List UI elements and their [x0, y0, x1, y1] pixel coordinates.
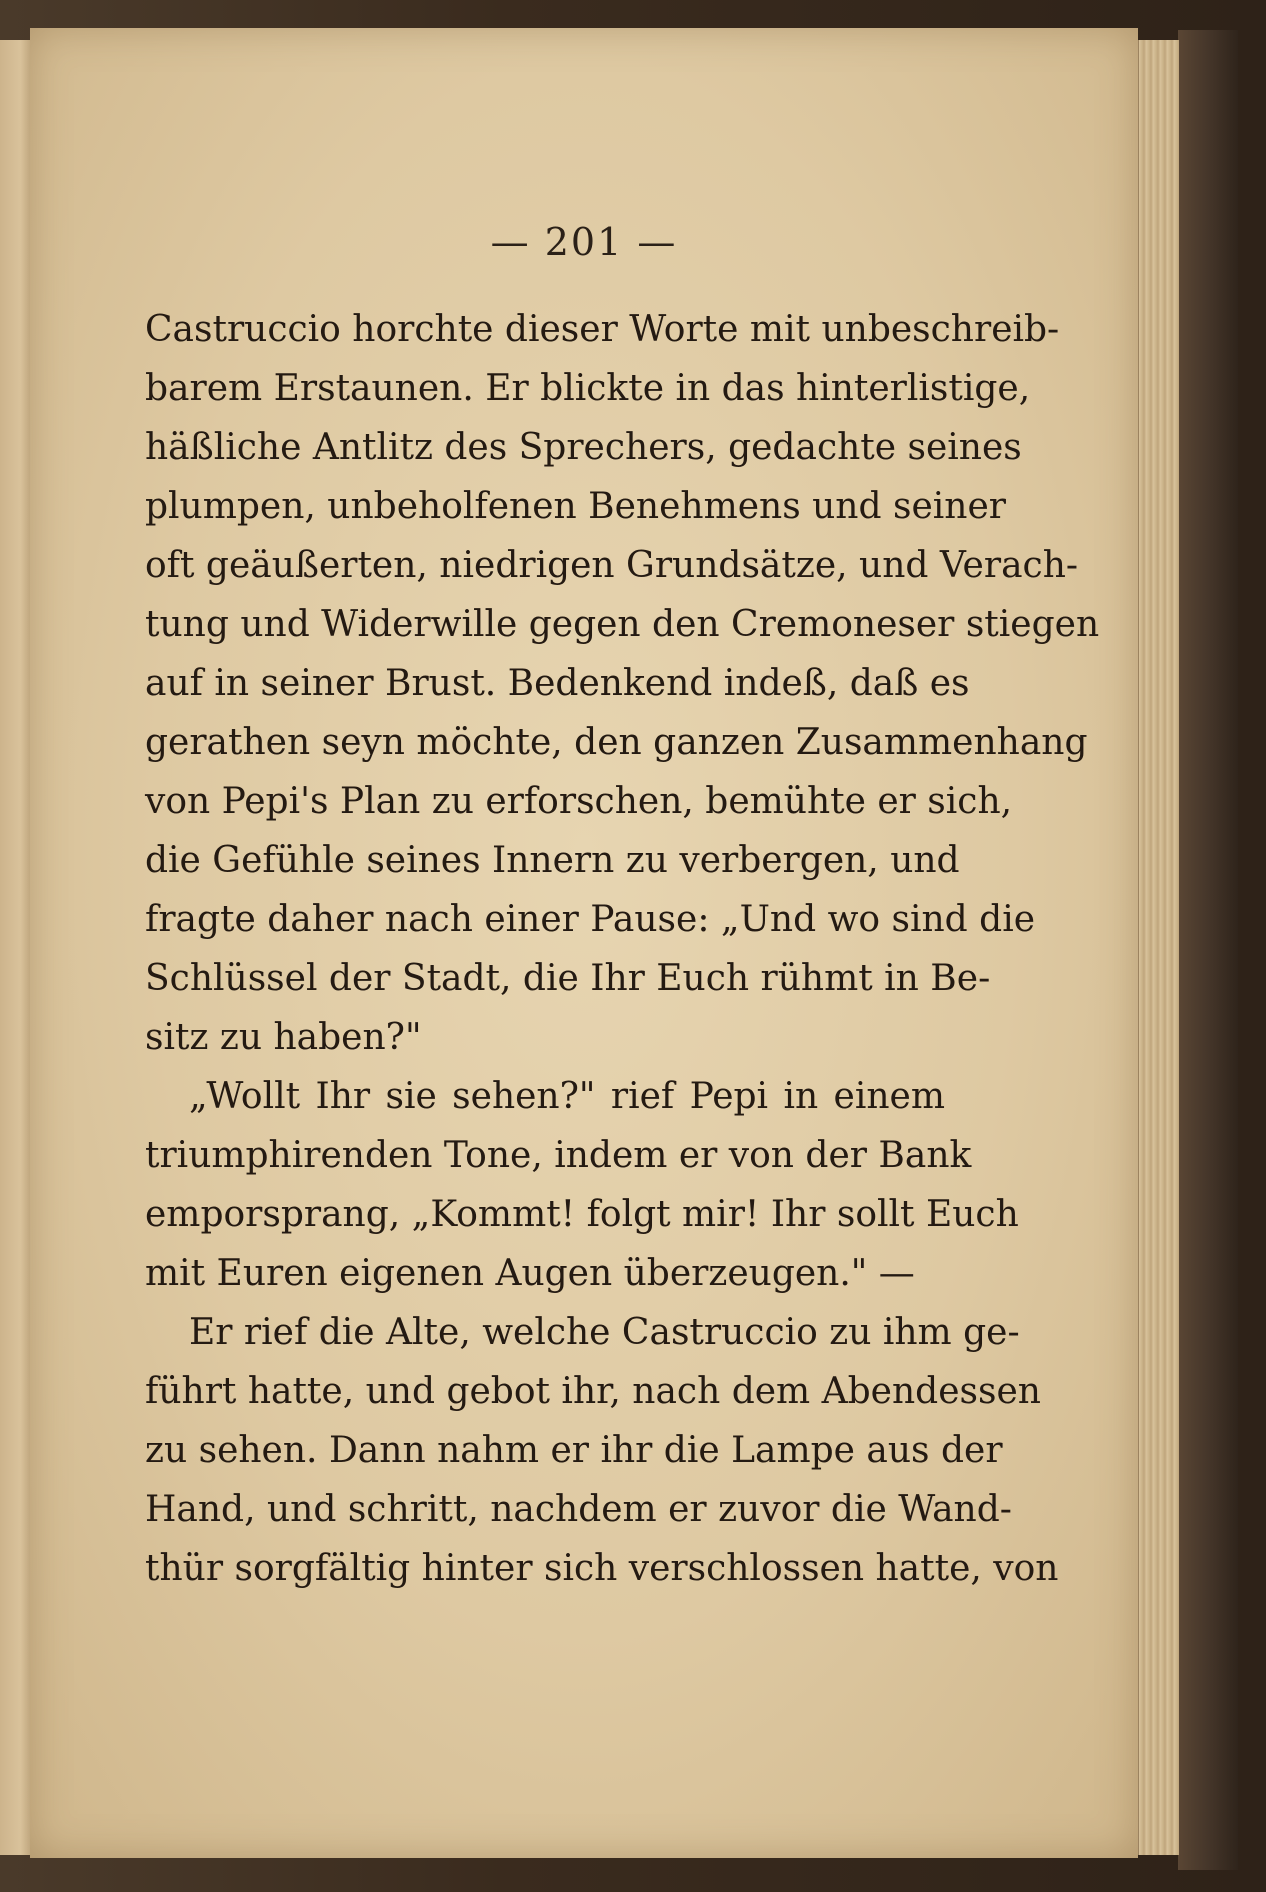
text-line: barem Erstaunen. Er blickte in das hinterlistige,	[145, 368, 1031, 409]
body-text	[145, 300, 1100, 1598]
text-line: Er rief die Alte, welche Castruccio zu ihm ge-	[189, 1312, 1020, 1353]
page-number-header: — 201 —	[490, 220, 678, 264]
text-line: oft geäußerten, niedrigen Grundsätze, und Verach-	[145, 545, 1079, 586]
book-binding	[1178, 30, 1238, 1870]
text-line: häßliche Antlitz des Sprechers, gedachte seines	[145, 427, 1022, 468]
text-line: Castruccio horchte dieser Worte mit unbeschreib-	[145, 309, 1060, 350]
text-line: triumphirenden Tone, indem er von der Bank	[145, 1135, 972, 1176]
text-line: die Gefühle seines Innern zu verbergen, und	[145, 840, 960, 881]
page-edges	[1138, 40, 1179, 1855]
text-line: gerathen seyn möchte, den ganzen Zusammenhang	[145, 722, 1088, 763]
text-line: „Wollt Ihr sie sehen?" rief Pepi in einem	[189, 1076, 945, 1117]
text-line: Schlüssel der Stadt, die Ihr Euch rühmt in Be-	[145, 958, 991, 999]
text-line: führt hatte, und gebot ihr, nach dem Abendessen	[145, 1371, 1041, 1412]
text-line: zu sehen. Dann nahm er ihr die Lampe aus der	[145, 1430, 1003, 1471]
text-line: sitz zu haben?"	[145, 1017, 422, 1058]
text-line: tung und Widerwille gegen den Cremoneser stiegen	[145, 604, 1100, 645]
text-line: Hand, und schritt, nachdem er zuvor die Wand-	[145, 1489, 1012, 1530]
text-line: emporsprang, „Kommt! folgt mir! Ihr sollt Euch	[145, 1194, 1019, 1235]
text-line: auf in seiner Brust. Bedenkend indeß, daß es	[145, 663, 970, 704]
text-line: thür sorgfältig hinter sich verschlossen hatte, von	[145, 1548, 1059, 1589]
text-line: fragte daher nach einer Pause: „Und wo sind die	[145, 899, 1036, 940]
text-line: plumpen, unbeholfenen Benehmens und seiner	[145, 486, 1006, 527]
text-line: mit Euren eigenen Augen überzeugen." —	[145, 1253, 915, 1294]
text-line: von Pepi's Plan zu erforschen, bemühte er sich,	[145, 781, 1013, 822]
